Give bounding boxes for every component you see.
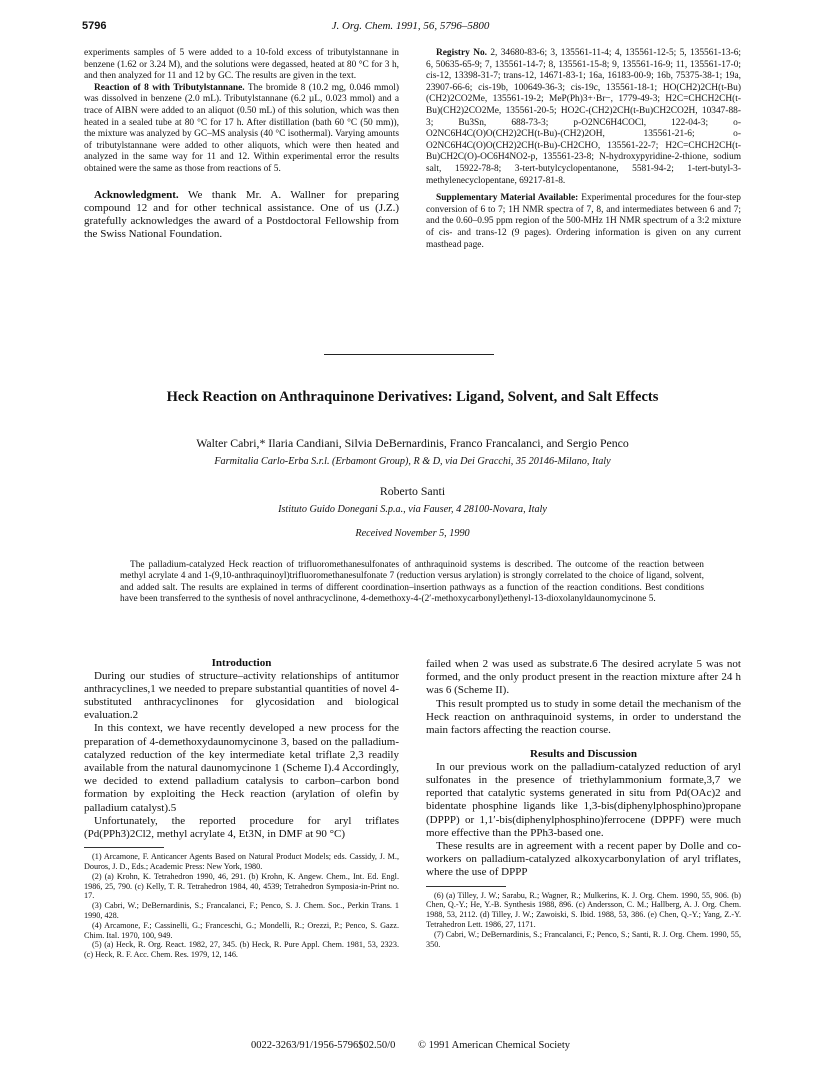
abstract: The palladium-catalyzed Heck reaction of trifluoromethanesulfonates of anthraquinoid systems is described. The outcome of the reaction between methyl acrylate 4 and 1-(9,10-anthraquinoyl)trifluoromethanesulfonate 7 (reduction versus arylation) is strongly correlated to the choice of ligand, solvent, and added salt. The results are explained in terms of different coordination–insertion pathways as a function of the reaction conditions. Best conditions have been transferred to the synthesis of novel anthracyclinone, 4-demethoxy-4-(2′-methoxycarbonyl)ethenyl-13-dioxolanyldaunomycinone 5. <box>120 560 704 605</box>
footnote: (7) Cabri, W.; DeBernardinis, S.; Francalanci, F.; Penco, S.; Santi, R. J. Org. Chem. 1990, 55, 350. <box>426 929 741 949</box>
page-number: 5796 <box>82 20 107 32</box>
footnote: (3) Cabri, W.; DeBernardinis, S.; Francalanci, F.; Penco, S. J. Chem. Soc., Perkin Trans. 1 1990, 428. <box>84 901 399 921</box>
article-right-column <box>426 658 741 949</box>
introduction-heading: Introduction <box>211 657 272 669</box>
prev-article-right-column <box>426 48 741 251</box>
copyright: © 1991 American Chemical Society <box>417 1040 571 1051</box>
footnote: (6) (a) Tilley, J. W.; Sarabu, R.; Wagner, R.; Mulkerins, K. J. Org. Chem. 1990, 55, 906. (b) Chen, Q.-Y.; He, Y.-B. Synthesis 1988, 896. (c) Andersson, C. M.; Hallberg, A. J. Org. Chem. 1988, 53, 2112. (d) Tilley, J. W.; Zawoiski, S. Ibid. 1988, 53, 386. (e) Chen, Q.-Y.; Yang, Z.-Y. Tetrahedron Lett. 1986, 27, 1171. <box>426 890 741 930</box>
page-footer <box>0 1040 821 1051</box>
footnote: (5) (a) Heck, R. Org. React. 1982, 27, 345. (b) Heck, R. Pure Appl. Chem. 1981, 53, 2323. (c) Heck, R. F. Acc. Chem. Res. 1979, 12, 146. <box>84 940 399 960</box>
supplementary-heading: Supplementary Material Available: <box>436 193 579 204</box>
footnote: (2) (a) Krohn, K. Tetrahedron 1990, 46, 291. (b) Krohn, K. Angew. Chem., Int. Ed. Engl. 1986, 25, 790. (c) Kelly, T. R. Tetrahedron 1984, 40, 4539; Tetrahedron Symposia-in-Print no. 17. <box>84 871 399 901</box>
article-author-2: Roberto Santi <box>379 484 446 498</box>
footnote: (4) Arcamone, F.; Cassinelli, G.; Franceschi, G.; Mondelli, R.; Orezzi, P.; Penco, S. Gazz. Chim. Ital. 1970, 100, 949. <box>84 920 399 940</box>
acknowledgment-body: We thank Mr. A. Wallner for preparing compound 12 and for other technical assistance. One of us (J.Z.) gratefully acknowledges the award of a Postdoctoral Fellowship from the Swiss National Foundation. <box>84 188 399 241</box>
article-title: Heck Reaction on Anthraquinone Derivatives: Ligand, Solvent, and Salt Effects <box>166 389 659 405</box>
footnote-rule <box>426 886 506 887</box>
footnote-rule <box>84 847 164 848</box>
article-separator-rule <box>324 354 494 355</box>
results-paragraph-1: In our previous work on the palladium-catalyzed reduction of aryl sulfonates in the presence of triethylammonium formate,3,7 we reported that catalytic systems generated in situ from Pd(OAc)2 and bidentate phosphine ligands like 1,3-bis(diphenylphosphino)propane (DPPP) or 1,1′-bis(diphenylphosphino)ferrocene (DPPF) were much more effective than the PPh3-based one. <box>426 760 741 839</box>
affiliation-2: Istituto Guido Donegani S.p.a., via Fauser, 4 28100-Novara, Italy <box>278 504 547 515</box>
results-heading: Results and Discussion <box>530 748 637 761</box>
article-left-column <box>84 658 399 960</box>
reaction-paragraph <box>84 83 399 176</box>
received-date: Received November 5, 1990 <box>355 528 470 539</box>
footnote: (1) Arcamone, F. Anticancer Agents Based on Natural Product Models; eds. Cassidy, J. M., Douros, J. D., Eds.; Academic Press: New York, 1980. <box>84 852 399 872</box>
footnotes-right <box>426 891 741 950</box>
right-paragraph-2: This result prompted us to study in some detail the mechanism of the Heck reaction on anthraquinoid systems, in order to understand the main factors affecting the reaction course. <box>426 697 741 737</box>
supplementary-body: Experimental procedures for the four-step conversion of 6 to 7; 1H NMR spectra of 7, 8, and intermediates between 6 and 7; and the 0.60–0.95 ppm region of the 500-MHz 1H NMR spectrum of a 3:2 mixture of cis- and trans-12 (9 pages). Ordering information is given on any current masthead page. <box>426 193 741 250</box>
experiment-paragraph: experiments samples of 5 were added to a 10-fold excess of tributylstannane in benzene (1.62 or 3.24 M), and the solutions were degassed, heated at 80 °C for 3 h, and then analyzed for 11 and 12 by GC. The results are given in the text. <box>84 48 399 82</box>
registry-body: 2, 34680-83-6; 3, 135561-11-4; 4, 135561-12-5; 5, 135561-13-6; 6, 50635-65-9; 7, 135561-14-7; 8, 135561-15-8; 9, 135561-16-9; 11, 135561-17-0; cis-12, 13398-31-7; trans-12, 14671-83-1; 16a, 16183-00-9; 16b, 75375-38-1; 19a, 23907-66-6; cis-19b, 100649-36-3; cis-19c, 135561-18-1; HO(CH2)2CH(t-Bu)(CH2)2CO2Me, 135561-19-2; MeP(Ph)3+·Br−, 1779-49-3; H2C=CHCH2CH(t-Bu)(CH2)2CO2Me, 135561-20-5; HO2C-(CH2)2CH(t-Bu)CH2CO2H, 10347-88-3; Bu3Sn, 688-73-3; p-O2NC6H4COCl, 122-04-3; o-O2NC6H4C(O)O(CH2)2CH(t-Bu)-(CH2)2OH, 135561-21-6; o-O2NC6H4C(O)O(CH2)2CH(t-Bu)-CH2CHO, 135561-22-7; H2C=CHCH2CH(t-Bu)CH2C(O)-OC6H4NO2-p, 135561-23-8; N-hydroxypyridine-2-thione, sodium salt, 15922-78-8; 3-tert-butylcyclopentanone, 5581-94-2; 1-tert-butyl-3-methylenecyclopentane, 69217-81-8. <box>426 48 741 186</box>
results-paragraph-2: These results are in agreement with a recent paper by Dolle and co-workers on palladium-catalyzed alkoxycarbonylation of aryl triflates, where the use of DPPP <box>426 840 741 879</box>
right-paragraph-1: failed when 2 was used as substrate.6 The desired acrylate 5 was not formed, and the only product present in the reaction mixture after 24 h was 6 (Scheme II). <box>426 658 741 697</box>
footnotes-left <box>84 852 399 960</box>
article-authors: Walter Cabri,* Ilaria Candiani, Silvia DeBernardinis, Franco Francalanci, and Sergio Penco <box>196 436 629 450</box>
acknowledgment-heading: Acknowledgment. <box>94 188 179 201</box>
intro-paragraph-2: In this context, we have recently developed a new process for the preparation of 4-demethoxydaunomycinone 3, based on the palladium-catalyzed reduction of the key intermediate ketal triflate 2,3 readily available from the natural daunomycinone 1 (Scheme I).4 Accordingly, we decided to extend palladium catalysis to carbon–carbon bond formation by exploiting the Heck reaction (arylation of olefin by palladium catalyst).5 <box>84 722 399 814</box>
supplementary-paragraph <box>426 193 741 251</box>
acknowledgment-paragraph <box>84 189 399 242</box>
registry-heading: Registry No. <box>436 48 487 58</box>
prev-article-left-column <box>84 48 399 241</box>
affiliation-1: Farmitalia Carlo-Erba S.r.l. (Erbamont Group), R & D, via Dei Gracchi, 35 20146-Milano, Italy <box>214 456 611 467</box>
intro-paragraph-1: During our studies of structure–activity relationships of antitumor anthracyclines,1 we needed to prepare substantial quantities of novel 4-substituted anthracyclinones for glycosidation and biological evaluation.2 <box>84 669 399 722</box>
reaction-heading: Reaction of 8 with Tributylstannane. <box>94 82 245 93</box>
running-header: J. Org. Chem. 1991, 56, 5796–5800 <box>331 20 490 32</box>
price-code: 0022-3263/91/1956-5796$02.50/0 <box>250 1040 396 1051</box>
registry-paragraph <box>426 48 741 187</box>
reaction-body: The bromide 8 (10.2 mg, 0.046 mmol) was dissolved in benzene (2.0 mL). Tributylstannane (6.2 µL, 0.023 mmol) and a trace of AIBN were added to an aliquot (0.50 mL) of this solution, which was then heated in a sealed tube at 80 °C for 17 h. After distillation (bath 60 °C (50 mm)), the mixture was analyzed by GC–MS analysis (40 °C isothermal). Varying amounts of tributylstannane were added to other aliquots, which were then heated and analyzed in the same way for 11 and 12. Within experimental error the results obtained were the same as those from reactions of 5. <box>84 82 399 174</box>
intro-paragraph-3: Unfortunately, the reported procedure for aryl triflates (Pd(PPh3)2Cl2, methyl acrylate 4, Et3N, in DMF at 90 °C) <box>84 814 399 841</box>
